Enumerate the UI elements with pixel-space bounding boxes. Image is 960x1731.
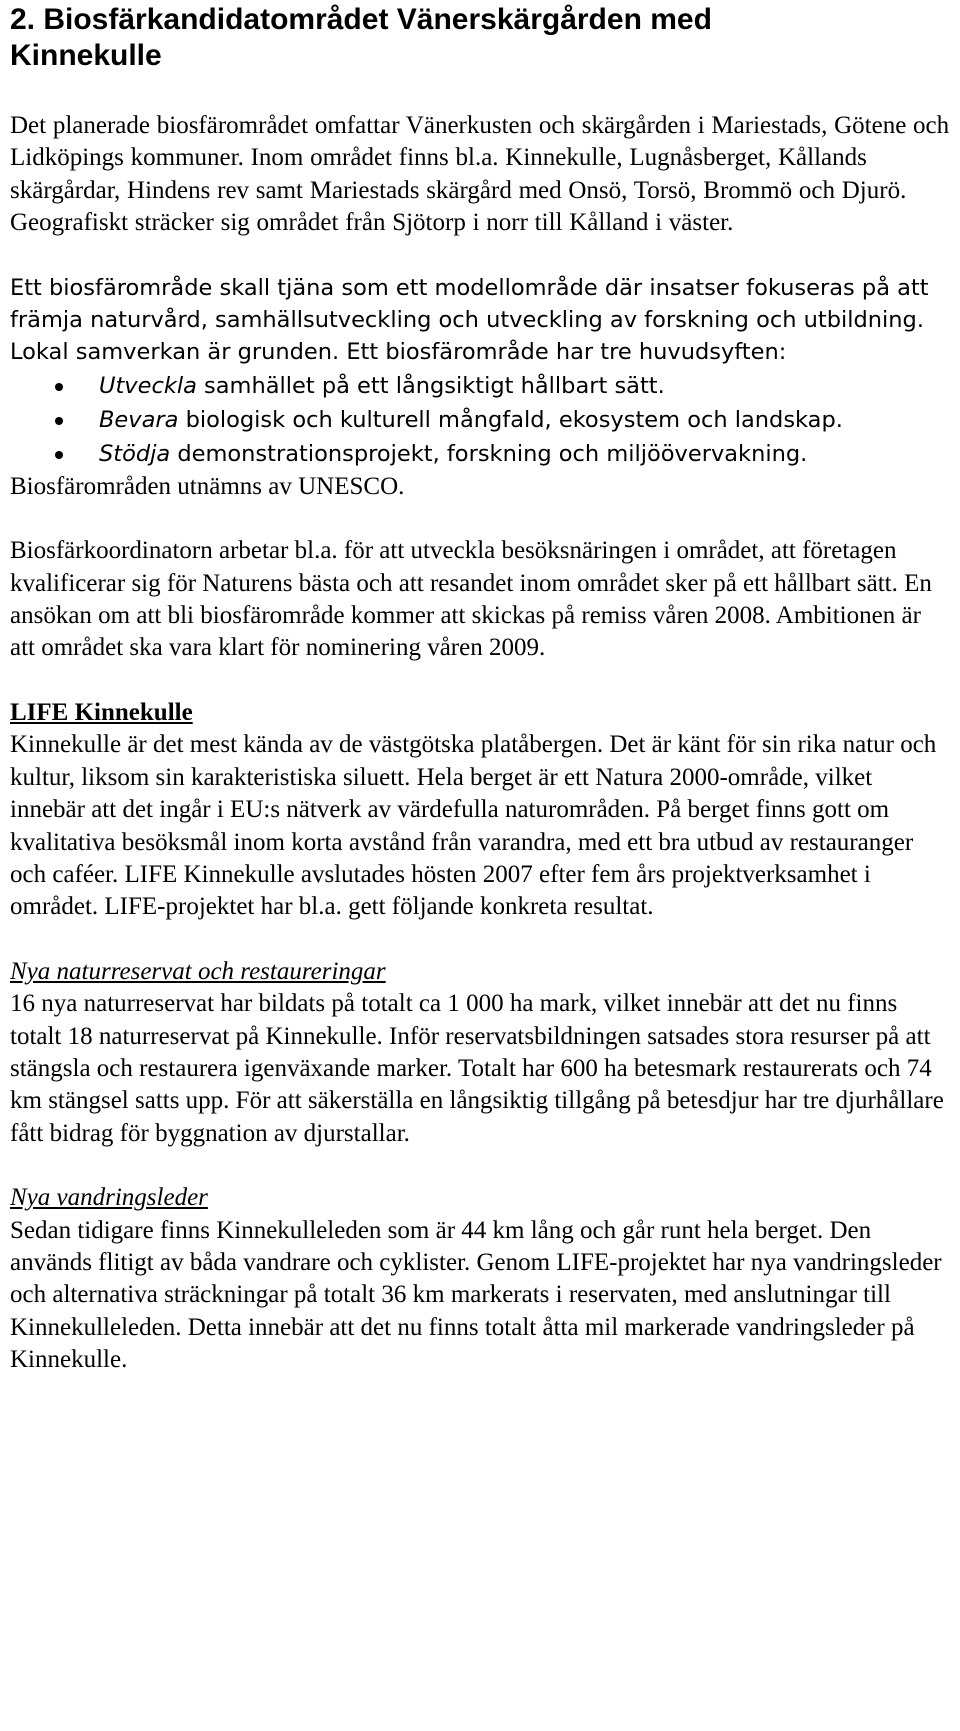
intro-text: Det planerade biosfärområdet omfattar Vänerkusten och skärgården i Mariestads, Götene och Lidköpings kommuner. Inom området finns bl.a. Kinnekulle, Lugnåsberget, Kållands skärgårdar, Hindens rev samt Mariestads skärgård med Onsö, Torsö, Brommö och Djurö. Geografiskt sträcker sig området från Sjötorp i norr till Kålland i väster. — [10, 112, 950, 237]
trails-paragraph: Sedan tidigare finns Kinnekulleleden som är 44 km lång och går runt hela berget. Den används flitigt av båda vandrare och cyklister. Genom LIFE-projektet har nya vandringsleder och alternativa sträckningar på totalt 36 km markerats i reservaten, med anslutningar till Kinnekulleleden. Detta innebär att det nu finns totalt åtta mil markerade vandringsleder på Kinnekulle. — [10, 1216, 942, 1374]
trails-heading: Nya vandringsleder — [10, 1184, 208, 1212]
bullet-icon — [55, 417, 63, 425]
bullet-icon — [55, 383, 63, 391]
spacer — [10, 924, 950, 956]
spacer — [10, 74, 950, 110]
bullet-icon — [55, 451, 63, 459]
bullet-text: samhället på ett långsiktigt hållbart sätt. — [196, 372, 665, 399]
bullet-text: biologisk och kulturell mångfald, ekosystem och landskap. — [178, 406, 843, 433]
bullet-emphasis: Utveckla — [99, 372, 197, 399]
coordinator-paragraph: Biosfärkoordinatorn arbetar bl.a. för att utveckla besöksnäringen i området, att företagen kvalificerar sig för Naturens bästa och att resandet inom området sker på ett hållbart sätt. En ansökan om att bli biosfärområde kommer att skickas på remiss våren 2008. Ambitionen är att området ska vara klart för nominering våren 2009. — [10, 537, 932, 662]
life-heading: LIFE Kinnekulle — [10, 698, 193, 726]
spacer — [10, 240, 950, 272]
intro-paragraph — [10, 110, 950, 240]
spacer — [10, 503, 950, 535]
page-title: 2. Biosfärkandidatområdet Vänerskärgården med Kinnekulle — [10, 3, 712, 72]
life-paragraph: Kinnekulle är det mest kända av de västgötska platåbergen. Det är känt för sin rika natur och kultur, liksom sin karakteristiska siluett. Hela berget är ett Natura 2000-område, vilket innebär att det ingår i EU:s nätverk av värdefulla naturområden. På berget finns gott om kvalitativa besöksmål inom korta avstånd från varandra, med ett bra utbud av restauranger och caféer. LIFE Kinnekulle avslutades hösten 2007 efter fem års projektverksamhet i området. LIFE-projektet har bl.a. gett följande konkreta resultat. — [10, 731, 937, 921]
spacer — [10, 1150, 950, 1182]
spacer — [10, 665, 950, 697]
bullet-emphasis: Bevara — [99, 406, 179, 433]
list-item — [10, 403, 950, 437]
list-item — [10, 437, 950, 471]
document-page — [10, 0, 950, 1377]
unesco-note: Biosfärområden utnämns av UNESCO. — [10, 472, 405, 500]
purpose-list — [10, 369, 950, 471]
bullet-emphasis: Stödja — [99, 440, 171, 467]
reserves-paragraph: 16 nya naturreservat har bildats på totalt ca 1 000 ha mark, vilket innebär att det nu finns totalt 18 naturreservat på Kinnekulle. Inför reservatsbildningen satsades stora resurser på att stängsla och restaurera igenväxande marker. Totalt har 600 ha betesmark restaurerats och 74 km stängsel satts upp. För att säkerställa en långsiktig tillgång på betesdjur har tre djurhållare fått bidrag för byggnation av djurstallar. — [10, 990, 944, 1147]
list-item — [10, 369, 950, 403]
purpose-paragraph: Ett biosfärområde skall tjäna som ett modellområde där insatser fokuseras på att främja naturvård, samhällsutveckling och utveckling av forskning och utbildning. Lokal samverkan är grunden. Ett biosfärområde har tre huvudsyften: — [10, 274, 929, 366]
bullet-text: demonstrationsprojekt, forskning och miljöövervakning. — [170, 440, 808, 467]
reserves-heading: Nya naturreservat och restaureringar — [10, 957, 386, 985]
